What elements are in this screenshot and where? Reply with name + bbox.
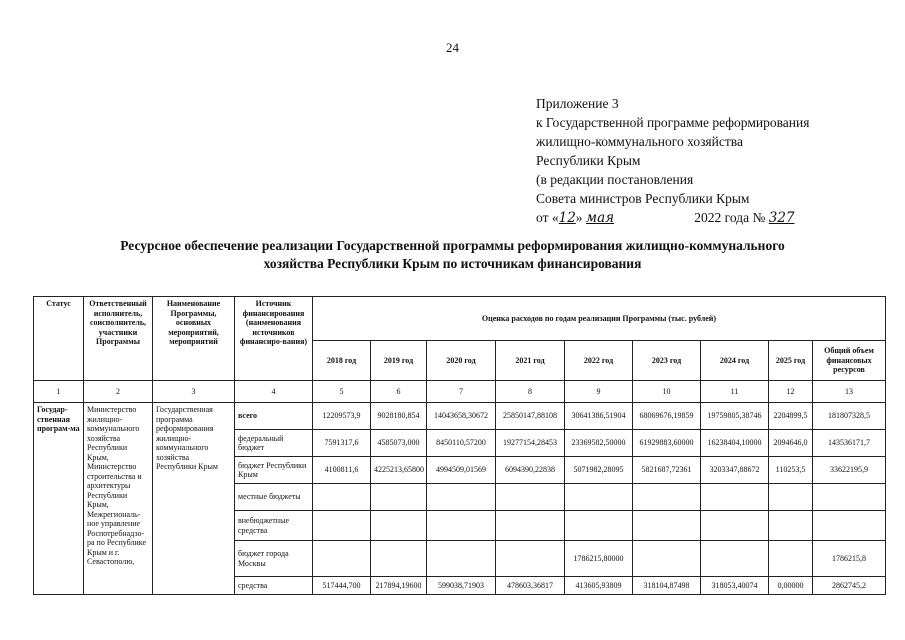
value-cell	[633, 541, 701, 577]
appendix-line: Республики Крым	[536, 153, 641, 168]
column-number: 5	[313, 381, 371, 403]
value-cell	[313, 484, 371, 511]
date-day: 12	[558, 210, 576, 226]
header-total: Общий объем финансовых ресурсов	[813, 341, 886, 381]
value-cell	[701, 484, 769, 511]
value-cell	[813, 511, 886, 541]
resource-table	[33, 296, 886, 595]
header-year: 2025 год	[769, 341, 813, 381]
value-cell: 16238404,10000	[701, 430, 769, 457]
value-cell: 4225213,65800	[371, 457, 427, 484]
value-cell	[769, 541, 813, 577]
header-executor: Ответственный исполнитель, соисполнитель, участники Программы	[84, 297, 153, 381]
value-cell: 318053,40074	[701, 577, 769, 595]
value-cell	[565, 484, 633, 511]
header-row	[34, 297, 886, 341]
date-year: 2022 года №	[694, 210, 766, 225]
value-cell: 143536171,7	[813, 430, 886, 457]
title-line: Ресурсное обеспечение реализации Государственной программы реформирования жилищно-коммунального	[120, 238, 785, 253]
value-cell	[427, 511, 496, 541]
value-cell: 8450110,57200	[427, 430, 496, 457]
value-cell	[371, 484, 427, 511]
value-cell: 478603,36817	[496, 577, 565, 595]
value-cell: 1786215,80000	[565, 541, 633, 577]
header-year: 2022 год	[565, 341, 633, 381]
column-number: 13	[813, 381, 886, 403]
date-mid: »	[575, 210, 586, 225]
value-cell	[313, 541, 371, 577]
header-year: 2021 год	[496, 341, 565, 381]
value-cell: 217894,19600	[371, 577, 427, 595]
appendix-block	[536, 94, 809, 228]
date-number: 327	[768, 210, 795, 226]
value-cell: 4100811,6	[313, 457, 371, 484]
value-cell: 1786215,8	[813, 541, 886, 577]
date-prefix: от «	[536, 210, 559, 225]
appendix-line: Приложение 3	[536, 96, 619, 111]
value-cell	[633, 484, 701, 511]
source-cell: федеральный бюджет	[235, 430, 313, 457]
value-cell: 30641386,51904	[565, 403, 633, 430]
value-cell	[427, 484, 496, 511]
header-year: 2020 год	[427, 341, 496, 381]
status-cell: Государ-ственная програм-ма	[34, 403, 84, 595]
value-cell	[701, 541, 769, 577]
value-cell: 9028180,854	[371, 403, 427, 430]
header-estimate: Оценка расходов по годам реализации Программы (тыс. рублей)	[313, 297, 886, 341]
document-title	[40, 237, 865, 273]
column-number: 4	[235, 381, 313, 403]
header-year: 2023 год	[633, 341, 701, 381]
value-cell	[313, 511, 371, 541]
value-cell: 110253,5	[769, 457, 813, 484]
value-cell: 2094646,0	[769, 430, 813, 457]
value-cell: 2862745,2	[813, 577, 886, 595]
appendix-line: (в редакции постановления	[536, 172, 694, 187]
value-cell: 12209573,9	[313, 403, 371, 430]
source-cell: всего	[235, 403, 313, 430]
column-number: 1	[34, 381, 84, 403]
value-cell: 517444,700	[313, 577, 371, 595]
value-cell: 5071982,28095	[565, 457, 633, 484]
executor-cell: Министерство жилищно-коммунального хозяйства Республики Крым, Министерство строительства и архитектуры Республики Крым, Межрегиональ-ное управление Роспотребнадзо-ра по Республике Крым и г. Севастополю,	[84, 403, 153, 595]
column-number: 12	[769, 381, 813, 403]
value-cell: 23369582,50000	[565, 430, 633, 457]
source-cell: средства	[235, 577, 313, 595]
value-cell: 318104,87498	[633, 577, 701, 595]
column-number: 8	[496, 381, 565, 403]
value-cell	[371, 511, 427, 541]
value-cell: 3203347,88672	[701, 457, 769, 484]
value-cell	[701, 511, 769, 541]
header-year: 2019 год	[371, 341, 427, 381]
value-cell: 413605,93809	[565, 577, 633, 595]
header-source: Источник финансирования (наименования источников финансиро-вания)	[235, 297, 313, 381]
column-number: 6	[371, 381, 427, 403]
column-number: 2	[84, 381, 153, 403]
column-number: 10	[633, 381, 701, 403]
value-cell: 4585073,000	[371, 430, 427, 457]
table-row	[34, 403, 886, 430]
appendix-date-line	[536, 208, 809, 228]
value-cell	[496, 511, 565, 541]
title-line: хозяйства Республики Крым по источникам финансирования	[263, 256, 642, 271]
source-cell: внебюджетные средства	[235, 511, 313, 541]
value-cell: 7591317,6	[313, 430, 371, 457]
value-cell: 5821687,72361	[633, 457, 701, 484]
header-year: 2024 год	[701, 341, 769, 381]
source-cell: местные бюджеты	[235, 484, 313, 511]
column-number: 11	[701, 381, 769, 403]
value-cell: 68069676,19859	[633, 403, 701, 430]
header-status: Статус	[34, 297, 84, 381]
value-cell	[496, 484, 565, 511]
value-cell: 19277154,28453	[496, 430, 565, 457]
column-number: 9	[565, 381, 633, 403]
appendix-line: к Государственной программе реформирования	[536, 115, 810, 130]
column-numbers-row	[34, 381, 886, 403]
value-cell	[813, 484, 886, 511]
value-cell: 33622195,9	[813, 457, 886, 484]
value-cell	[565, 511, 633, 541]
value-cell	[496, 541, 565, 577]
value-cell: 61929883,60000	[633, 430, 701, 457]
program-name-cell: Государственная программа реформирования жилищно-коммунального хозяйства Республики Крым	[153, 403, 235, 595]
column-number: 3	[153, 381, 235, 403]
date-month: мая	[585, 210, 615, 226]
value-cell	[769, 484, 813, 511]
value-cell: 25850147,88108	[496, 403, 565, 430]
source-cell: бюджет Республики Крым	[235, 457, 313, 484]
value-cell: 599038,71903	[427, 577, 496, 595]
value-cell: 2204899,5	[769, 403, 813, 430]
value-cell	[427, 541, 496, 577]
value-cell	[769, 511, 813, 541]
source-cell: бюджет города Москвы	[235, 541, 313, 577]
value-cell: 6094390,22838	[496, 457, 565, 484]
value-cell	[371, 541, 427, 577]
value-cell: 4994509,01569	[427, 457, 496, 484]
value-cell: 19759805,38746	[701, 403, 769, 430]
value-cell: 0,00000	[769, 577, 813, 595]
appendix-line: жилищно-коммунального хозяйства	[536, 134, 743, 149]
value-cell	[633, 511, 701, 541]
page-number: 24	[446, 40, 459, 55]
header-name: Наименование Программы, основных мероприятий, мероприятий	[153, 297, 235, 381]
appendix-line: Совета министров Республики Крым	[536, 191, 750, 206]
value-cell: 14043658,30672	[427, 403, 496, 430]
column-number: 7	[427, 381, 496, 403]
header-year: 2018 год	[313, 341, 371, 381]
value-cell: 181807328,5	[813, 403, 886, 430]
